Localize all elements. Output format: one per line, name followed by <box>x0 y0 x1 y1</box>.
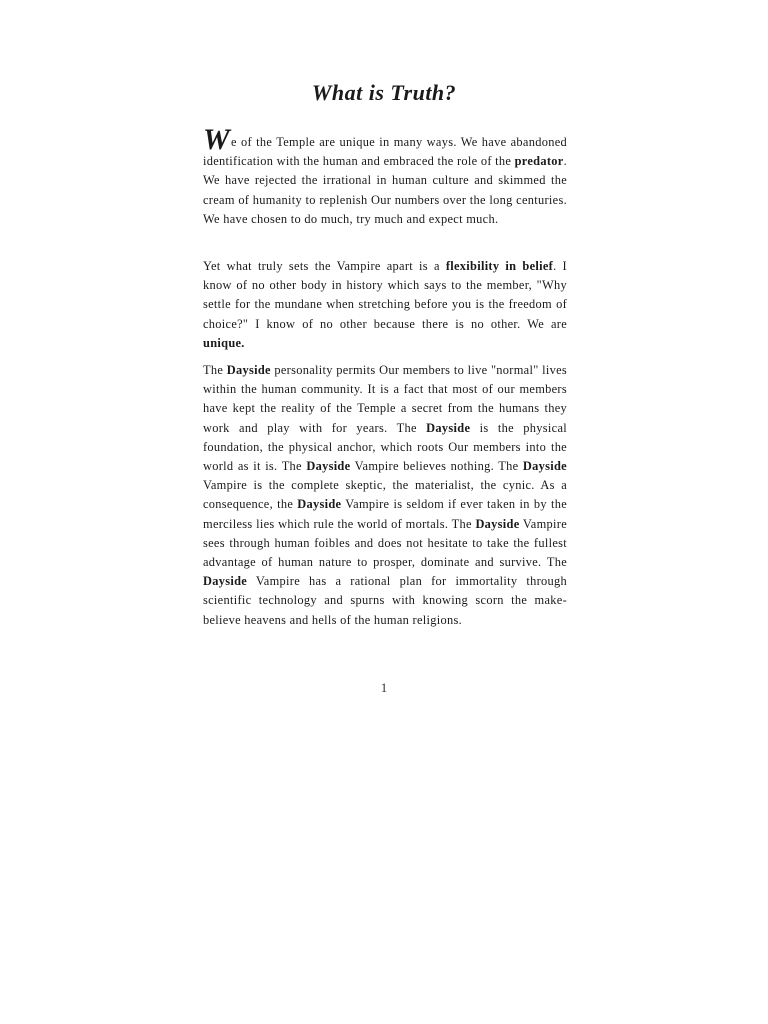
text-segment: Vampire sees through human foibles and does not hesitate to take the fullest advantage of human nature to prosper, dominate and survive. The <box>203 516 567 570</box>
text-segment: Vampire is seldom if ever taken in by the merciless lies which rule the world of mortals. The <box>203 497 567 531</box>
emphasis-dayside: Dayside <box>306 459 351 474</box>
page-title: What is Truth? <box>311 80 457 105</box>
text-segment: Vampire is the complete skeptic, the materialist, the cynic. As a consequence, the <box>203 478 567 512</box>
text-segment: is the physical foundation, the physical anchor, which roots Our members into the world as it is. The <box>203 420 567 474</box>
emphasis-unique: unique. <box>203 335 245 350</box>
emphasis-predator: predator <box>514 154 564 169</box>
emphasis-dayside: Dayside <box>522 459 567 474</box>
text-segment: The <box>203 363 227 377</box>
text-segment: Yet what truly sets the Vampire apart is a <box>203 259 446 273</box>
text-segment: . We have rejected the irrational in human culture and skimmed the cream of humanity to replenish Our numbers over the long centuries. We have chosen to do much, try much and expect much. <box>203 154 567 226</box>
emphasis-dayside: Dayside <box>426 420 471 435</box>
page-number: 1 <box>380 680 388 695</box>
emphasis-dayside: Dayside <box>226 363 271 377</box>
text-segment: Vampire believes nothing. The <box>350 459 523 474</box>
paragraph-1 <box>203 123 567 229</box>
text-segment: Vampire has a rational plan for immortality through scientific technology and spurns with knowing scorn the make-believe heavens and hells of the human religions. <box>203 574 567 627</box>
paragraph-2 <box>203 257 567 353</box>
drop-cap: W <box>203 123 230 156</box>
text-segment: personality permits Our members to live "normal" lives within the human community. It is a fact that most of our members have kept the reality of the Temple a secret from the humans they work and play with for years. The <box>203 363 568 435</box>
text-segment: e of the Temple are unique in many ways. We have abandoned identification with the human and embraced the role of the <box>203 135 567 169</box>
emphasis-flexibility: flexibility in belief <box>445 259 554 273</box>
emphasis-dayside: Dayside <box>203 574 248 589</box>
emphasis-dayside: Dayside <box>475 516 520 531</box>
emphasis-dayside: Dayside <box>297 497 342 512</box>
text-segment: . I know of no other body in history which says to the member, "Why settle for the mundane when stretching before you is the freedom of choice?" I know of no other because there is no other. We are <box>203 259 567 331</box>
paragraph-3 <box>203 361 567 630</box>
